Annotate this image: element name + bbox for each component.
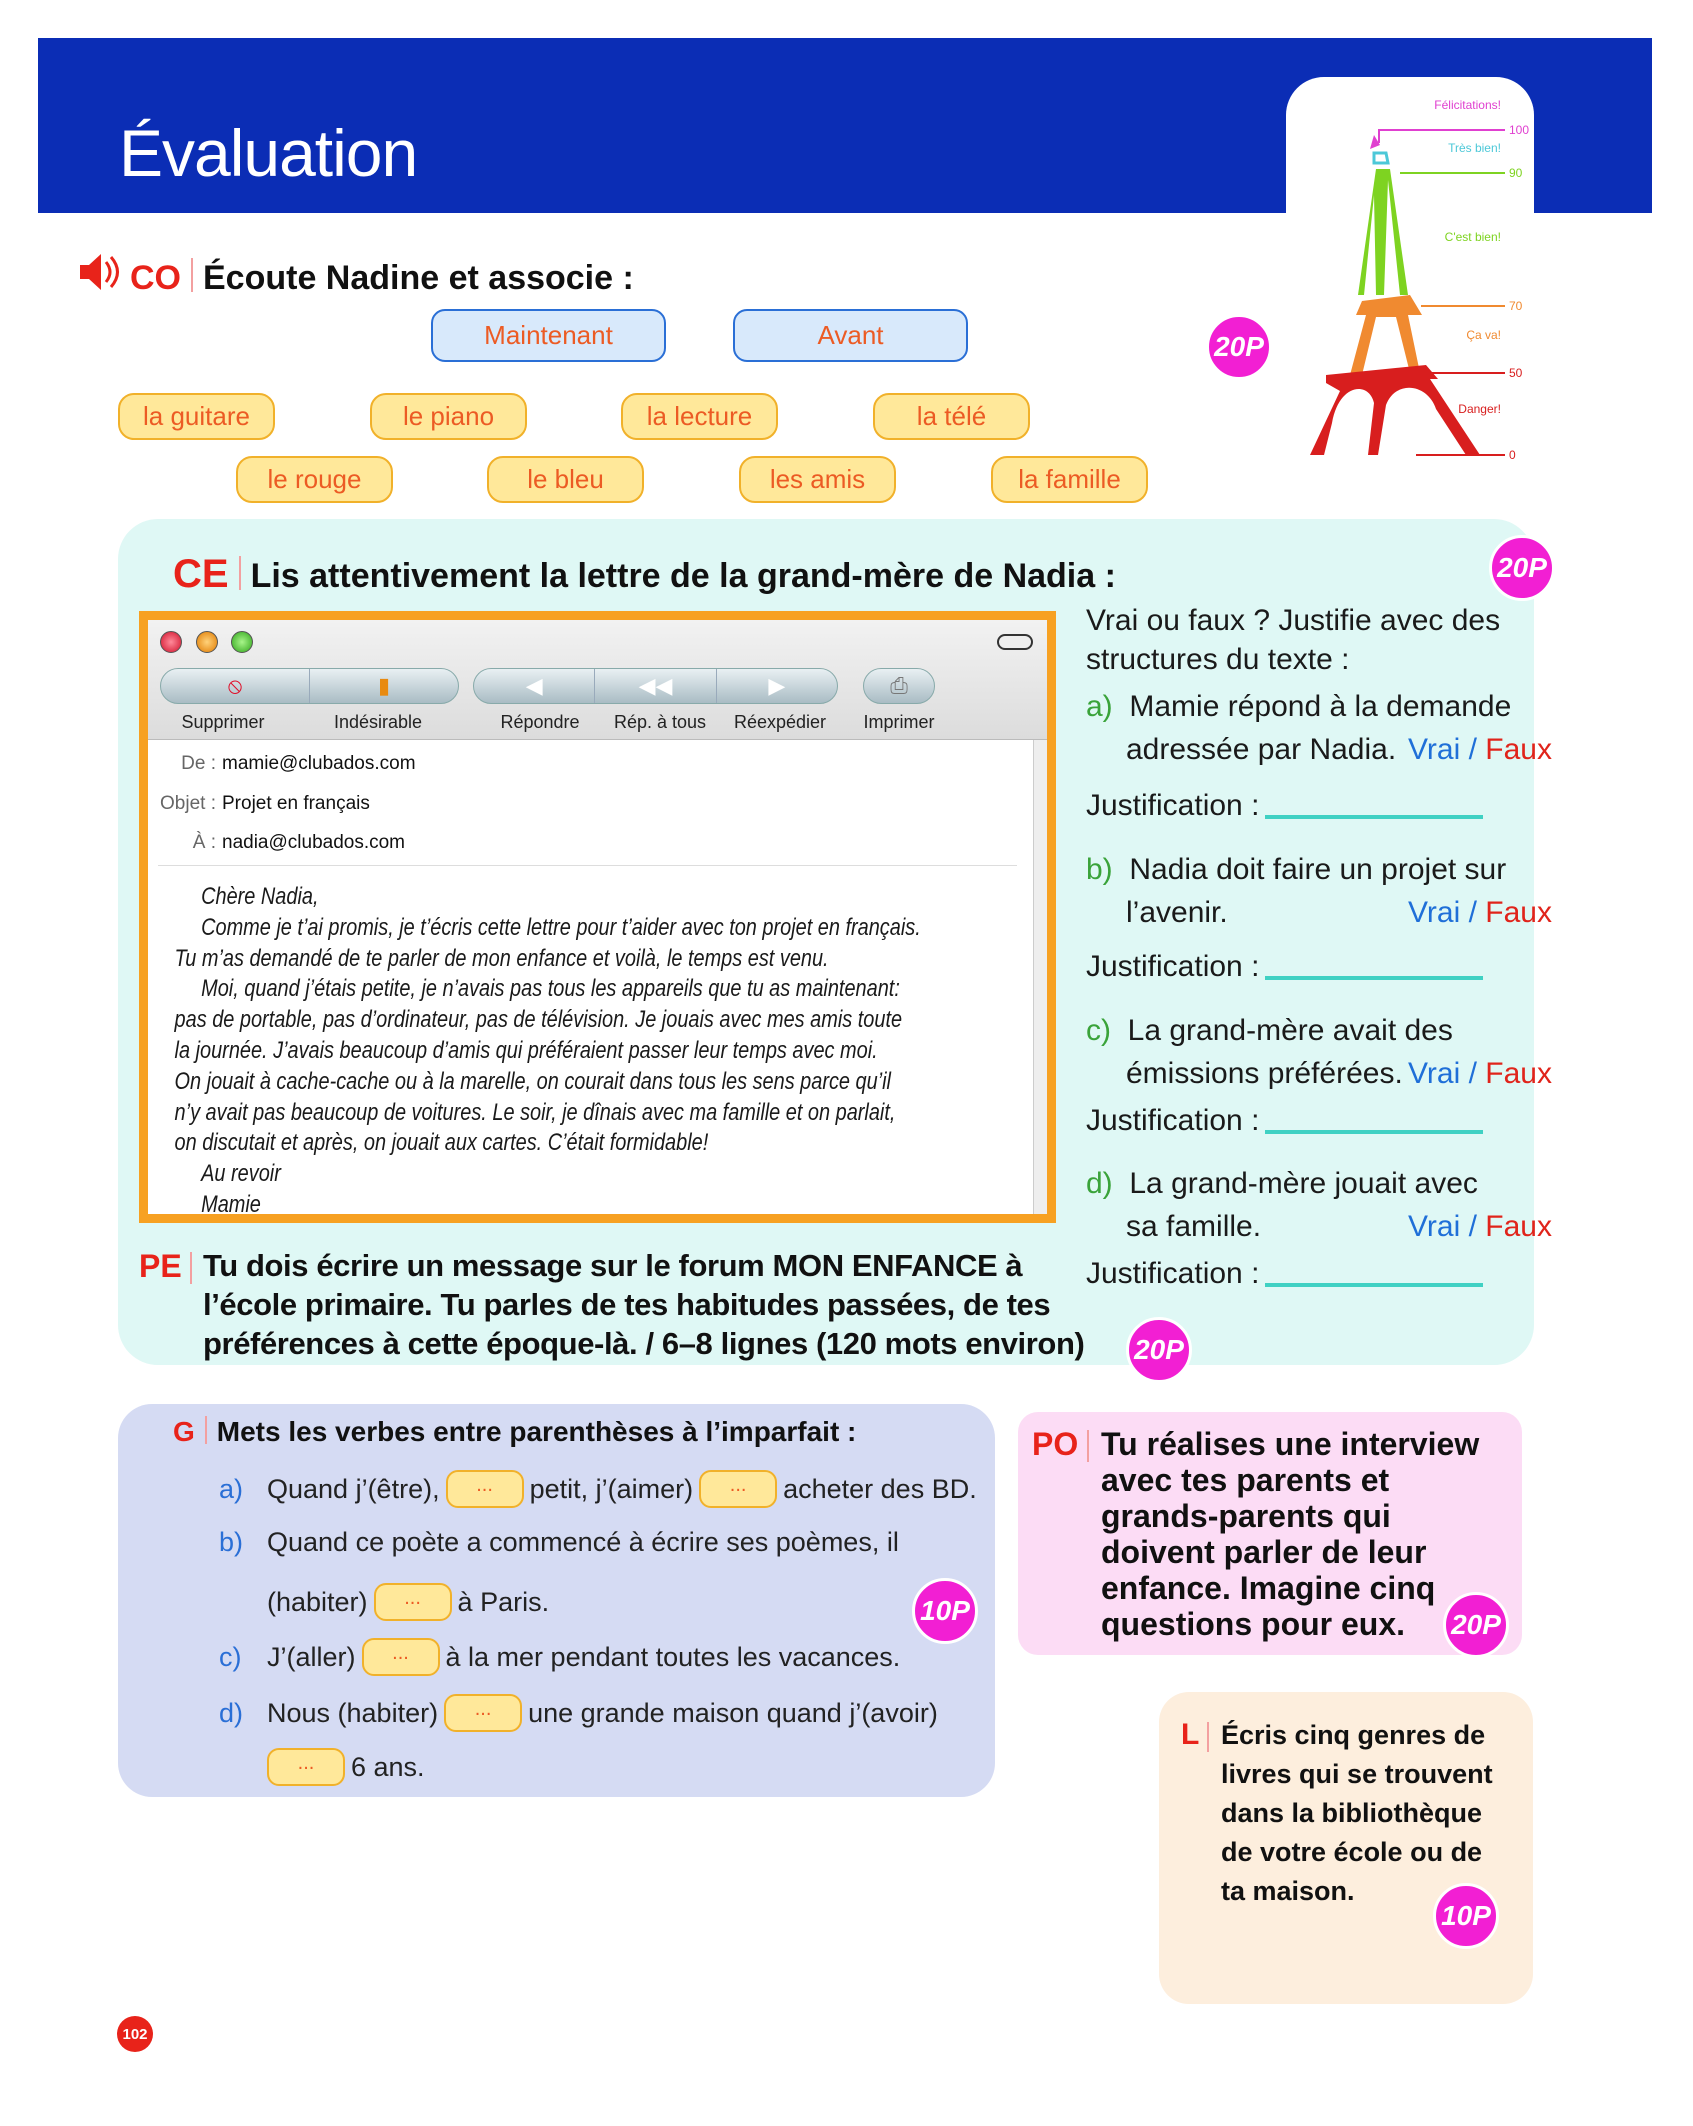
justification-input-b[interactable] [1265, 976, 1483, 980]
toolbar-label-reexpedier[interactable]: Réexpédier [733, 712, 827, 732]
toolbar-toggle-button[interactable] [997, 634, 1033, 650]
email-scrollbar[interactable] [1033, 740, 1047, 1214]
co-points-badge: 20P [1206, 314, 1272, 380]
close-window-button[interactable] [160, 631, 182, 653]
co-heading [130, 258, 634, 298]
g-item-c: c) J’(aller) ... à la mer pendant toutes les vacances. [267, 1638, 900, 1676]
po-line: grands-parents qui [1101, 1498, 1391, 1534]
tower-label-danger: Danger! [1458, 402, 1501, 416]
item-la-lecture[interactable]: la lecture [621, 393, 778, 440]
justification-input-c[interactable] [1265, 1130, 1483, 1134]
column-maintenant[interactable]: Maintenant [431, 309, 666, 362]
blank-input[interactable]: ... [362, 1638, 440, 1676]
ce-heading [173, 552, 1116, 597]
po-points-badge: 20P [1443, 1592, 1509, 1658]
email-window [139, 611, 1056, 1223]
pe-line-2: l’école primaire. Tu parles de tes habitudes passées, de tes [203, 1287, 1051, 1322]
item-la-tele[interactable]: la télé [873, 393, 1030, 440]
toolbar-label-indesirable[interactable]: Indésirable [333, 712, 423, 732]
email-toolbar [148, 620, 1047, 740]
pe-separator [190, 1252, 192, 1284]
blank-input[interactable]: ... [446, 1470, 524, 1508]
toolbar-label-imprimer[interactable]: Imprimer [863, 712, 935, 732]
toolbar-label-repondre[interactable]: Répondre [500, 712, 580, 732]
g-heading: G Mets les verbes entre parenthèses à l’imparfait : [173, 1416, 857, 1447]
tower-label-cest-bien: C'est bien! [1444, 230, 1501, 244]
vrai-faux-d[interactable]: Vrai / Faux [1408, 1210, 1552, 1243]
ce-points-badge: 20P [1489, 535, 1555, 601]
g-item-b-cont: (habiter) ... à Paris. [267, 1583, 549, 1621]
reply-all-icon[interactable]: ◀◀ [595, 669, 716, 703]
pe-points-badge: 20P [1126, 1317, 1192, 1383]
forward-icon[interactable]: ▶ [768, 673, 786, 698]
to-field: À : nadia@clubados.com [192, 832, 406, 853]
g-panel [118, 1404, 995, 1797]
pe-code: PE [139, 1248, 182, 1284]
blank-input[interactable]: ... [267, 1748, 345, 1786]
vrai-faux-c[interactable]: Vrai / Faux [1408, 1057, 1552, 1090]
page-number: 102 [117, 2016, 153, 2052]
ce-instruction: Lis attentivement la lettre de la grand-mère de Nadia : [250, 557, 1116, 595]
page-title: Évaluation [119, 116, 418, 190]
pe-line-1: Tu dois écrire un message sur le forum MON ENFANCE à [203, 1248, 1023, 1283]
vrai-faux-b[interactable]: Vrai / Faux [1408, 896, 1552, 929]
g-points-badge: 10P [912, 1578, 978, 1644]
letter-body: Chère Nadia, Comme je t’ai promis, je t’écris cette lettre pour t’aider avec ton projet en français. Tu m’as demandé de te parler de mon enfance et voilà, le temps est venu. Moi, quand j’étais petite, je n’avais pas tous les appareils que tu as maintenant: pas de portable, pas d’ordinateur, pas de télévision. Je jouais avec mes amis toute la journée. J’avais beaucoup d’amis qui préféraient passer leur temps avec moi. On jouait à cache-cache ou à la marelle, on courait dans tous les sens parce qu’il n’y avait pas beaucoup de voitures. Le soir, je dînais avec ma famille et on parlait, on discutait et après, on jouait aux cartes. C’était formidable! Au revoir Mamie [174, 883, 921, 1218]
g-item-d: d) Nous (habiter) ... une grande maison quand j’(avoir) [267, 1694, 938, 1732]
item-la-famille[interactable]: la famille [991, 456, 1148, 503]
justification-input-a[interactable] [1265, 815, 1483, 819]
l-separator [1207, 1722, 1209, 1752]
l-line: dans la bibliothèque [1221, 1798, 1483, 1828]
score-90: 90 [1509, 166, 1523, 180]
l-line: livres qui se trouvent [1221, 1759, 1493, 1789]
blank-input[interactable]: ... [444, 1694, 522, 1732]
tower-label-tres-bien: Très bien! [1448, 141, 1501, 155]
g-item-d-cont: ... 6 ans. [261, 1748, 425, 1786]
item-les-amis[interactable]: les amis [739, 456, 896, 503]
l-line: Écris cinq genres de [1221, 1720, 1486, 1750]
speaker-icon[interactable] [78, 252, 120, 297]
tower-label-felicitations: Félicitations! [1434, 98, 1501, 112]
delete-icon[interactable]: ⦸ [161, 669, 310, 703]
g-item-b: b) Quand ce poète a commencé à écrire ses poèmes, il [219, 1527, 899, 1557]
ce-code: CE [173, 552, 229, 596]
subject-field: Objet : Projet en français [160, 793, 370, 814]
print-icon[interactable]: ⎙ [890, 673, 908, 698]
from-field: De : mamie@clubados.com [181, 753, 416, 774]
item-le-piano[interactable]: le piano [370, 393, 527, 440]
eiffel-tower-score-illustration [1286, 77, 1534, 477]
zoom-window-button[interactable] [231, 631, 253, 653]
po-line: Tu réalises une interview [1101, 1426, 1480, 1462]
item-le-rouge[interactable]: le rouge [236, 456, 393, 503]
column-avant[interactable]: Avant [733, 309, 968, 362]
po-code: PO [1032, 1426, 1079, 1462]
tower-label-ca-va: Ça va! [1466, 328, 1501, 342]
score-0: 0 [1509, 448, 1516, 462]
reply-icon[interactable]: ◀ [474, 669, 595, 703]
item-le-bleu[interactable]: le bleu [487, 456, 644, 503]
pe-line-3: préférences à cette époque-là. / 6–8 lignes (120 mots environ) [203, 1326, 1085, 1361]
co-code: CO [130, 259, 181, 297]
toolbar-label-rep-a-tous[interactable]: Rép. à tous [613, 712, 707, 732]
g-item-a: a) Quand j’(être), ... petit, j’(aimer) ... acheter des BD. [267, 1470, 977, 1508]
header-divider [158, 865, 1017, 866]
score-70: 70 [1509, 299, 1523, 313]
score-100: 100 [1509, 123, 1530, 137]
po-line: enfance. Imagine cinq [1101, 1570, 1436, 1606]
po-separator [1087, 1430, 1089, 1462]
minimize-window-button[interactable] [196, 631, 218, 653]
score-scale-card [1286, 77, 1534, 477]
justification-input-d[interactable] [1265, 1283, 1483, 1287]
l-points-badge: 10P [1433, 1883, 1499, 1949]
blank-input[interactable]: ... [374, 1583, 452, 1621]
item-la-guitare[interactable]: la guitare [118, 393, 275, 440]
l-line: ta maison. [1221, 1876, 1355, 1906]
po-line: questions pour eux. [1101, 1606, 1406, 1642]
po-line: avec tes parents et [1101, 1462, 1390, 1498]
l-line: de votre école ou de [1221, 1837, 1483, 1867]
vrai-faux-a[interactable]: Vrai / Faux [1408, 733, 1552, 766]
po-line: doivent parler de leur [1101, 1534, 1427, 1570]
l-code: L [1181, 1718, 1200, 1751]
co-instruction: Écoute Nadine et associe : [203, 259, 634, 297]
ce-prompt-line-1: Vrai ou faux ? Justifie avec des [1086, 604, 1501, 637]
blank-input[interactable]: ... [699, 1470, 777, 1508]
junk-icon[interactable]: ▮ [377, 673, 391, 698]
ce-prompt-line-2: structures du texte : [1086, 643, 1350, 676]
score-50: 50 [1509, 366, 1523, 380]
toolbar-label-supprimer[interactable]: Supprimer [181, 712, 265, 732]
